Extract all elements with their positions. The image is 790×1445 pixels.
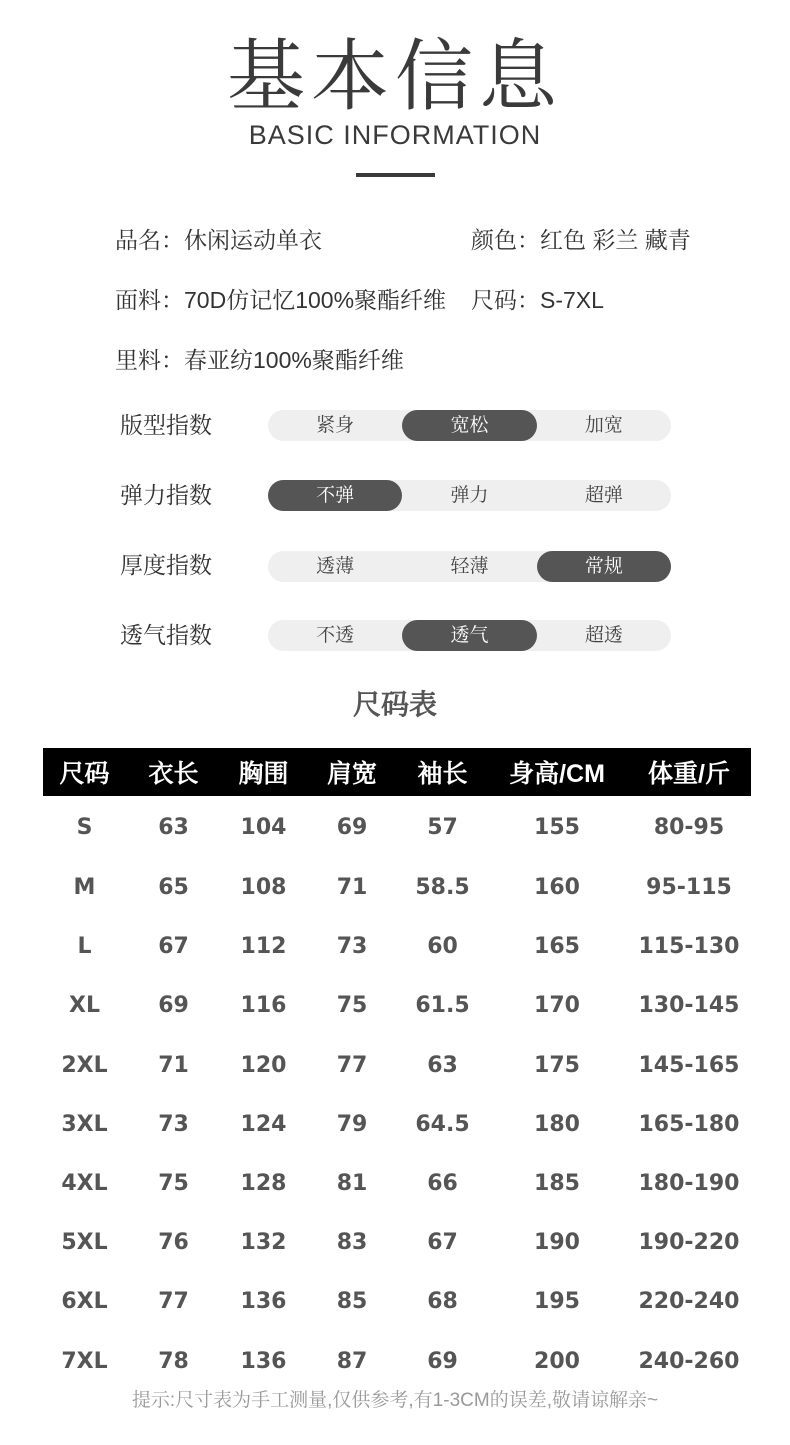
cell-length: 75	[158, 1171, 189, 1197]
cell-size: 2XL	[61, 1052, 108, 1078]
header-height: 身高/CM	[487, 748, 627, 796]
table-row	[43, 1332, 751, 1391]
title-divider	[356, 173, 435, 177]
cell-chest: 116	[240, 993, 287, 1019]
cell-length: 69	[158, 993, 189, 1019]
info-size-range: 尺码：S-7XL	[471, 287, 604, 313]
table-row	[43, 1036, 751, 1095]
index-track	[268, 410, 671, 441]
cell-height: 180	[534, 1111, 580, 1137]
cell-weight: 240-260	[638, 1348, 740, 1374]
cell-weight: 190-220	[638, 1230, 740, 1256]
cell-height: 170	[534, 993, 580, 1019]
cell-height: 155	[534, 814, 580, 840]
cell-weight: 95-115	[646, 875, 732, 901]
info-lining: 里料：春亚纺100%聚酯纤维	[115, 347, 404, 373]
cell-sleeve: 63	[427, 1052, 458, 1078]
table-row	[43, 1154, 751, 1213]
cell-shoulder: 69	[336, 814, 368, 840]
cell-shoulder: 87	[336, 1348, 368, 1374]
cell-shoulder: 83	[336, 1230, 368, 1256]
table-row	[43, 796, 751, 858]
measurement-note: 提示:尺寸表为手工测量,仅供参考,有1-3CM的误差,敬请谅解亲~	[131, 1390, 659, 1411]
cell-shoulder: 77	[336, 1052, 368, 1078]
header-length: 衣长	[126, 748, 221, 796]
table-row	[43, 976, 751, 1035]
index-option-selected: 透气	[402, 620, 536, 651]
header-shoulder: 肩宽	[306, 748, 398, 796]
cell-size: L	[77, 934, 92, 960]
cell-weight: 115-130	[638, 934, 740, 960]
cell-weight: 180-190	[638, 1171, 740, 1197]
cell-shoulder: 75	[336, 993, 368, 1019]
cell-sleeve: 64.5	[415, 1111, 470, 1137]
cell-height: 185	[534, 1171, 580, 1197]
cell-sleeve: 68	[427, 1289, 458, 1315]
cell-height: 160	[534, 875, 580, 901]
size-table-header-row	[43, 748, 751, 796]
cell-shoulder: 85	[336, 1289, 368, 1315]
cell-size: 6XL	[61, 1289, 108, 1315]
header-weight: 体重/斤	[627, 748, 751, 796]
cell-length: 65	[158, 875, 189, 901]
index-option-selected: 不弹	[268, 480, 402, 511]
index-option: 超弹	[584, 485, 623, 506]
info-fabric: 面料：70D仿记忆100%聚酯纤维	[115, 287, 447, 313]
cell-chest: 108	[240, 875, 287, 901]
size-chart-title: 尺码表	[352, 689, 437, 720]
cell-sleeve: 57	[427, 814, 458, 840]
header-chest: 胸围	[221, 748, 306, 796]
table-row	[43, 1272, 751, 1331]
page-title-en: BASIC INFORMATION	[248, 120, 542, 150]
index-option: 弹力	[450, 485, 489, 506]
index-label: 弹力指数	[120, 482, 212, 508]
index-option: 超透	[584, 625, 623, 646]
index-option: 加宽	[584, 415, 623, 436]
cell-sleeve: 69	[427, 1348, 458, 1374]
cell-length: 73	[158, 1111, 189, 1137]
cell-sleeve: 61.5	[415, 993, 470, 1019]
cell-height: 190	[534, 1230, 580, 1256]
cell-height: 165	[534, 934, 580, 960]
cell-size: 7XL	[61, 1348, 108, 1374]
cell-weight: 165-180	[638, 1111, 740, 1137]
index-label: 版型指数	[120, 412, 212, 438]
cell-chest: 136	[240, 1348, 287, 1374]
cell-sleeve: 60	[427, 934, 458, 960]
table-row	[43, 1213, 751, 1272]
index-option-selected: 宽松	[402, 410, 536, 441]
cell-chest: 112	[240, 934, 287, 960]
cell-sleeve: 66	[427, 1171, 458, 1197]
cell-sleeve: 67	[427, 1230, 458, 1256]
cell-shoulder: 71	[336, 875, 368, 901]
cell-shoulder: 81	[336, 1171, 368, 1197]
cell-chest: 132	[240, 1230, 287, 1256]
page-title-cn: 基本信息	[226, 32, 563, 120]
cell-shoulder: 73	[336, 934, 368, 960]
cell-height: 195	[534, 1289, 580, 1315]
index-track	[268, 620, 671, 651]
index-track	[268, 551, 671, 582]
size-table	[43, 748, 751, 1391]
table-row	[43, 917, 751, 976]
cell-chest: 124	[240, 1111, 287, 1137]
cell-weight: 220-240	[638, 1289, 740, 1315]
cell-shoulder: 79	[336, 1111, 368, 1137]
index-option: 透薄	[316, 556, 355, 577]
header-size: 尺码	[43, 748, 126, 796]
header-sleeve: 袖长	[398, 748, 487, 796]
cell-chest: 128	[240, 1171, 287, 1197]
cell-size: M	[73, 875, 96, 901]
cell-size: 4XL	[61, 1171, 108, 1197]
cell-length: 67	[158, 934, 189, 960]
index-track	[268, 480, 671, 511]
info-product-name: 品名：休闲运动单衣	[115, 227, 322, 253]
cell-weight: 130-145	[638, 993, 740, 1019]
cell-height: 175	[534, 1052, 580, 1078]
cell-size: 5XL	[61, 1230, 108, 1256]
cell-size: 3XL	[61, 1111, 108, 1137]
size-table-body	[43, 796, 751, 1391]
cell-length: 76	[158, 1230, 189, 1256]
cell-chest: 120	[240, 1052, 287, 1078]
cell-weight: 80-95	[653, 814, 725, 840]
cell-chest: 104	[240, 814, 287, 840]
cell-size: XL	[69, 993, 100, 1019]
cell-length: 63	[158, 814, 189, 840]
index-option: 不透	[316, 625, 355, 646]
cell-length: 77	[158, 1289, 189, 1315]
table-row	[43, 858, 751, 917]
cell-length: 78	[158, 1348, 189, 1374]
index-option: 紧身	[316, 415, 355, 436]
info-color: 颜色：红色 彩兰 藏青	[471, 227, 691, 253]
index-option: 轻薄	[450, 556, 489, 577]
table-row	[43, 1095, 751, 1154]
index-option-selected: 常规	[537, 551, 671, 582]
cell-length: 71	[158, 1052, 189, 1078]
cell-height: 200	[534, 1348, 580, 1374]
cell-size: S	[76, 814, 93, 840]
index-label: 透气指数	[120, 622, 212, 648]
cell-sleeve: 58.5	[415, 875, 470, 901]
cell-chest: 136	[240, 1289, 287, 1315]
cell-weight: 145-165	[638, 1052, 740, 1078]
index-label: 厚度指数	[120, 552, 212, 578]
